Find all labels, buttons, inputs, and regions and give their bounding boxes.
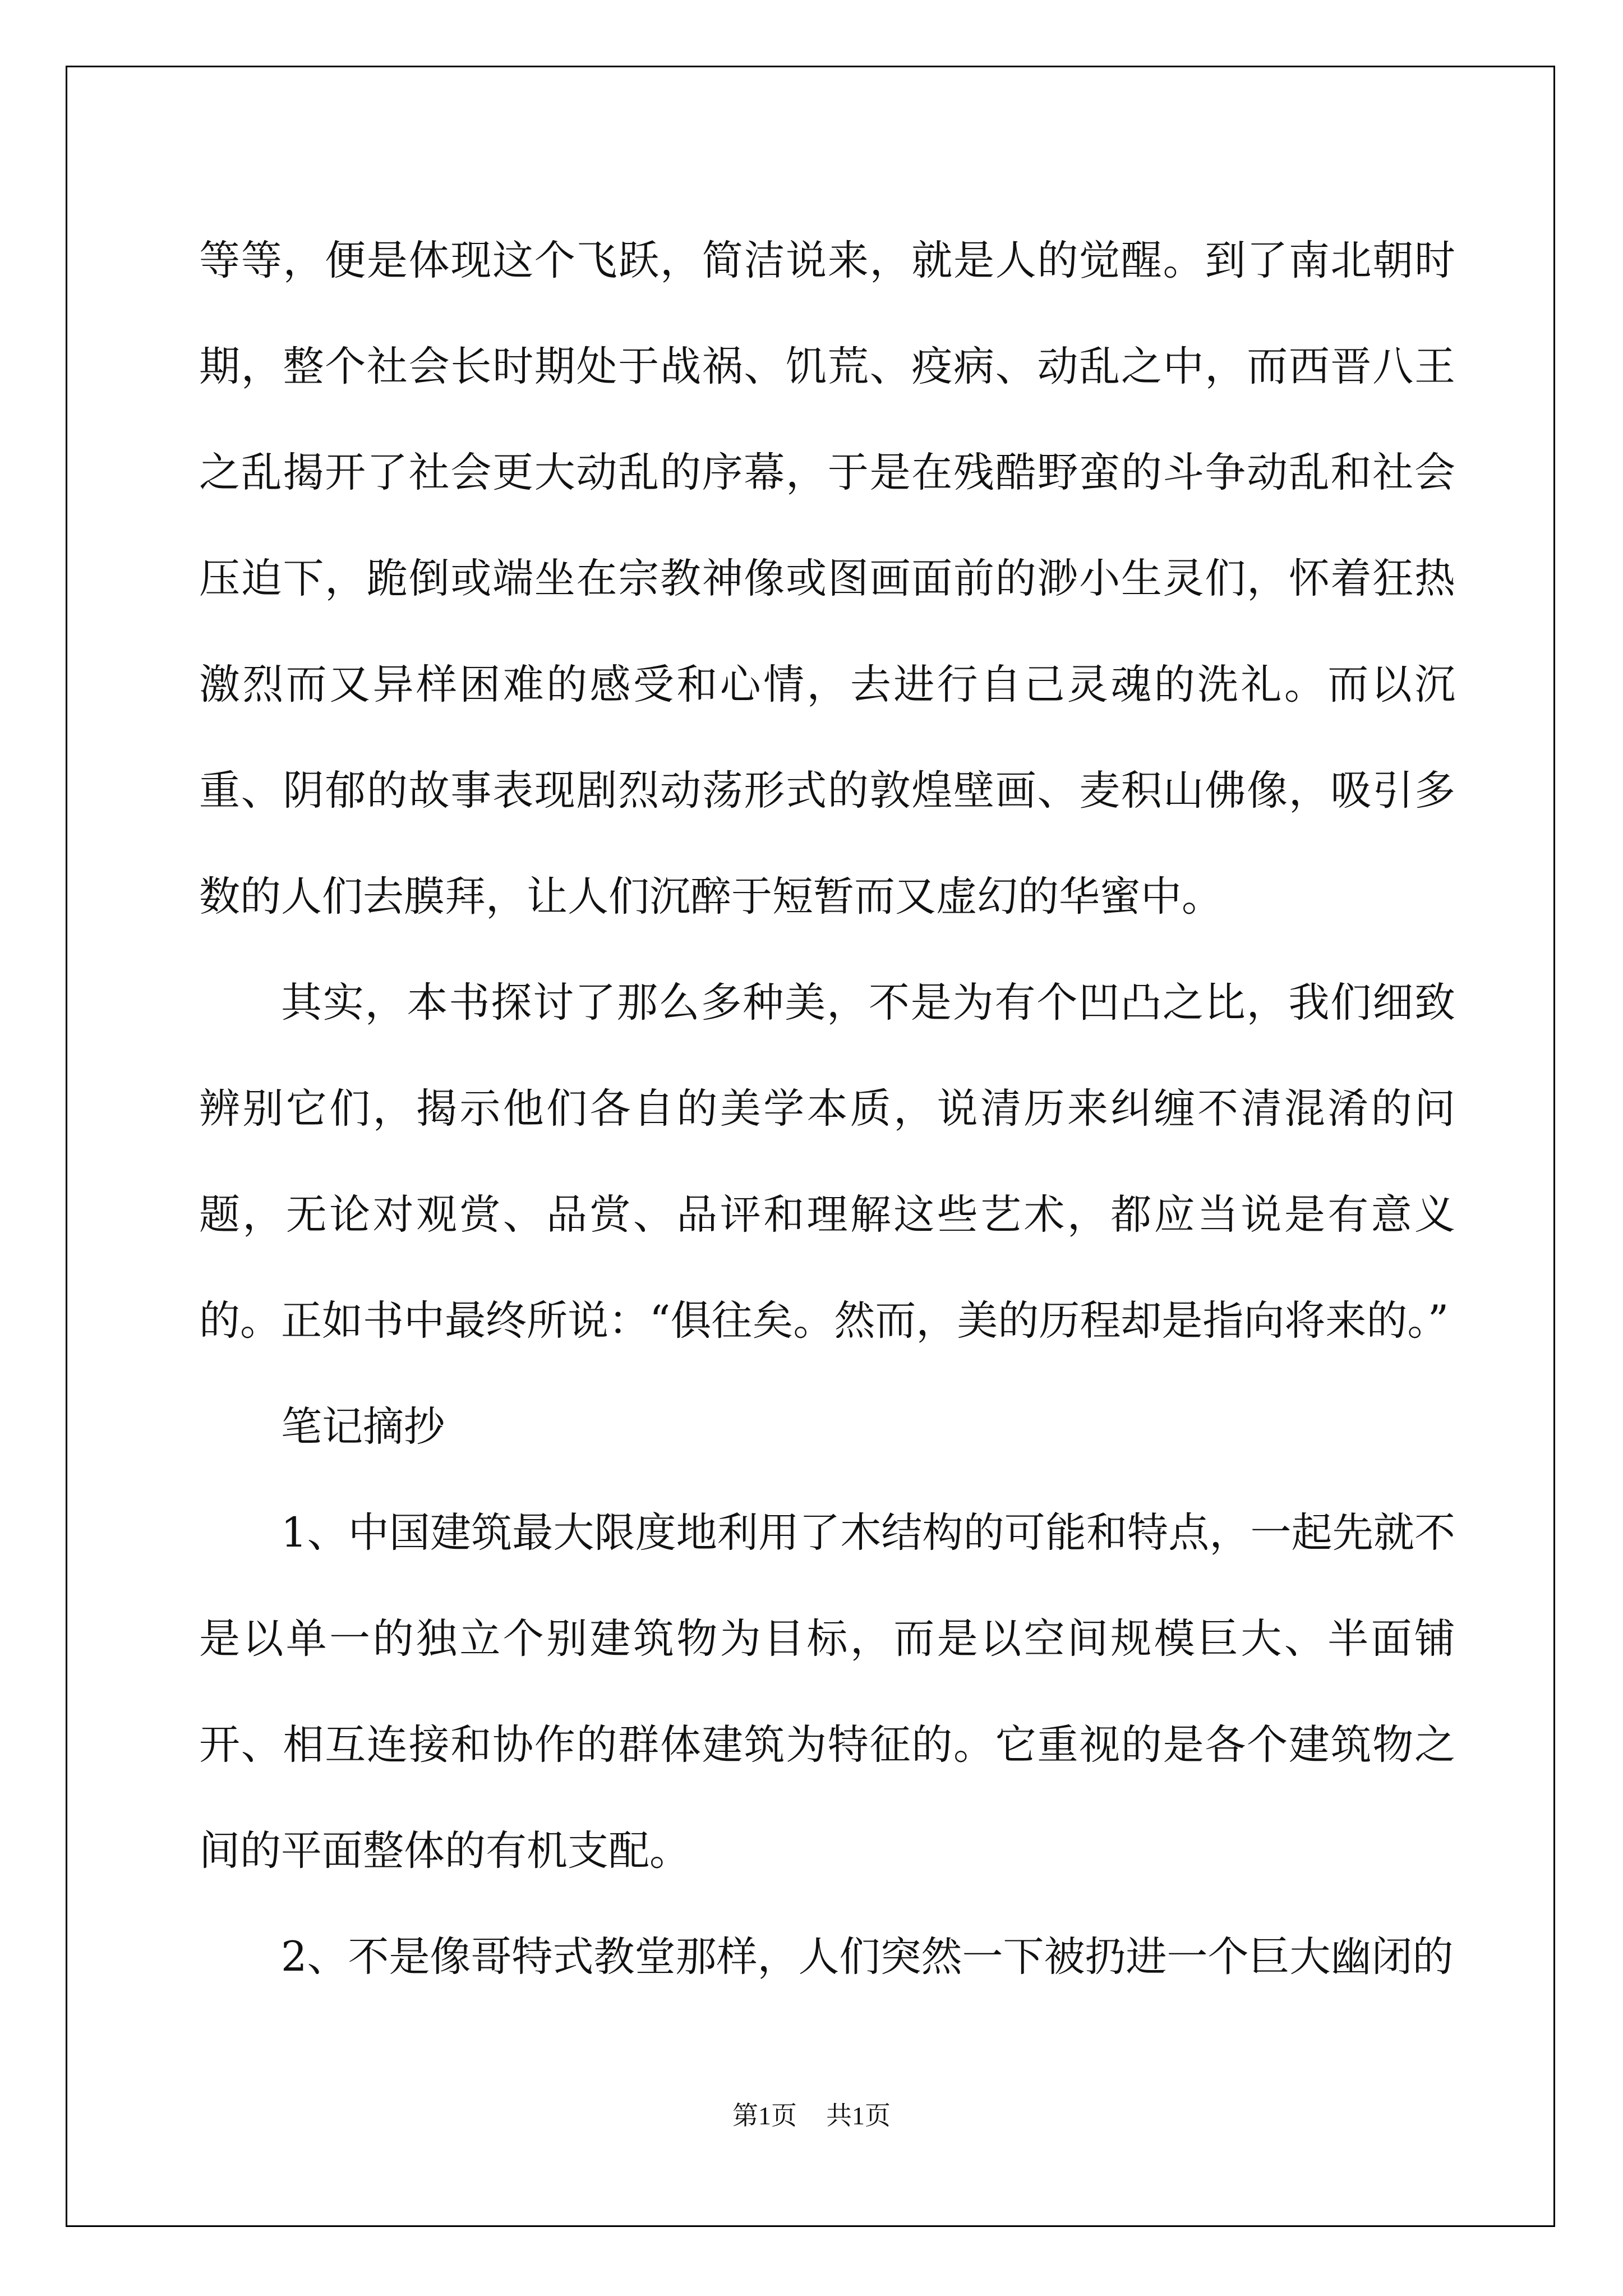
section-heading-notes: 笔记摘抄 (281, 1403, 445, 1451)
paragraph-2: 其实，本书探讨了那么多种美，不是为有个凹凸之比，我们细致辨别它们，揭示他们各自的美学本质，说清历来纠缠不清混淆的问题，无论对观赏、品赏、品评和理解这些艺术，都应当说是有意义的。正如书中最终所说：“俱往矣。然而，美的历程却是指向将来的。” (199, 979, 1455, 1345)
document-body (199, 208, 1455, 2010)
paragraph-note-2: 2、不是像哥特式教堂那样，人们突然一下被扔进一个巨大幽闭的 (281, 1933, 1454, 1981)
page-number: 第1页 (732, 2101, 797, 2130)
page-total: 共1页 (826, 2101, 891, 2130)
paragraph-1: 等等，便是体现这个飞跃，简洁说来，就是人的觉醒。到了南北朝时期，整个社会长时期处于战祸、饥荒、疫病、动乱之中，而西晋八王之乱揭开了社会更大动乱的序幕，于是在残酷野蛮的斗争动乱和社会压迫下，跪倒或端坐在宗教神像或图画面前的渺小生灵们，怀着狂热激烈而又异样困难的感受和心情，去进行自己灵魂的洗礼。而以沉重、阴郁的故事表现剧烈动荡形式的敦煌壁画、麦积山佛像，吸引多数的人们去膜拜，让人们沉醉于短暂而又虚幻的华蜜中。 (199, 237, 1455, 921)
paragraph-note-1: 1、中国建筑最大限度地利用了木结构的可能和特点，一起先就不是以单一的独立个别建筑物为目标，而是以空间规模巨大、半面铺开、相互连接和协作的群体建筑为特征的。它重视的是各个建筑物之间的平面整体的有机支配。 (199, 1509, 1455, 1875)
page-footer (0, 2099, 1623, 2133)
